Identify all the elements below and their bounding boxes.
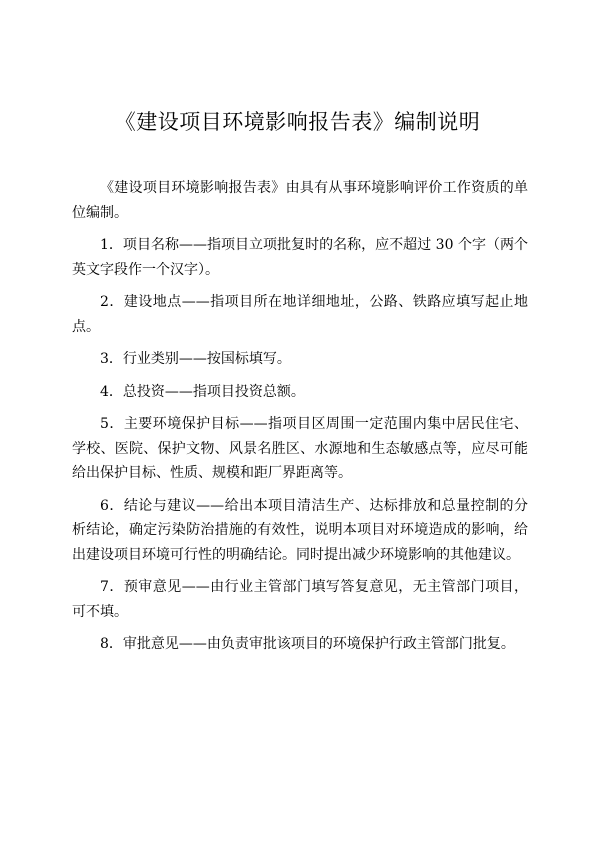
page-title: 《建设项目环境影响报告表》编制说明 [114,110,481,134]
item-industry-category: 3．行业类别——按国标填写。 [100,351,291,367]
item-project-name: 1．项目名称——指项目立项批复时的名称，应不超过 30 个字（两个英文字段作一个汉字）。 [72,237,528,278]
item-total-investment: 4．总投资——指项目投资总额。 [100,383,305,400]
item-approval-opinion: 8．审批意见——由负责审批该项目的环境保护行政主管部门批复。 [100,636,515,652]
item-preliminary-review: 7．预审意见——由行业主管部门填写答复意见，无主管部门项目，可不填。 [72,579,528,620]
item-conclusions: 6．结论与建议——给出本项目清洁生产、达标排放和总量控制的分析结论，确定污染防治措施的有效性，说明本项目对环境造成的影响，给出建设项目环境可行性的明确结论。同时提出减少环境影响的其他建议。 [72,497,528,563]
intro-paragraph: 《建设项目环境影响报告表》由具有从事环境影响评价工作资质的单位编制。 [72,180,528,221]
item-construction-site: 2．建设地点——指项目所在地详细地址，公路、铁路应填写起止地点。 [72,294,528,335]
item-protection-targets: 5．主要环境保护目标——指项目区周围一定范围内集中居民住宅、学校、医院、保护文物、风景名胜区、水源地和生态敏感点等，应尽可能给出保护目标、性质、规模和距厂界距离等。 [72,416,528,481]
document-body [72,176,528,665]
